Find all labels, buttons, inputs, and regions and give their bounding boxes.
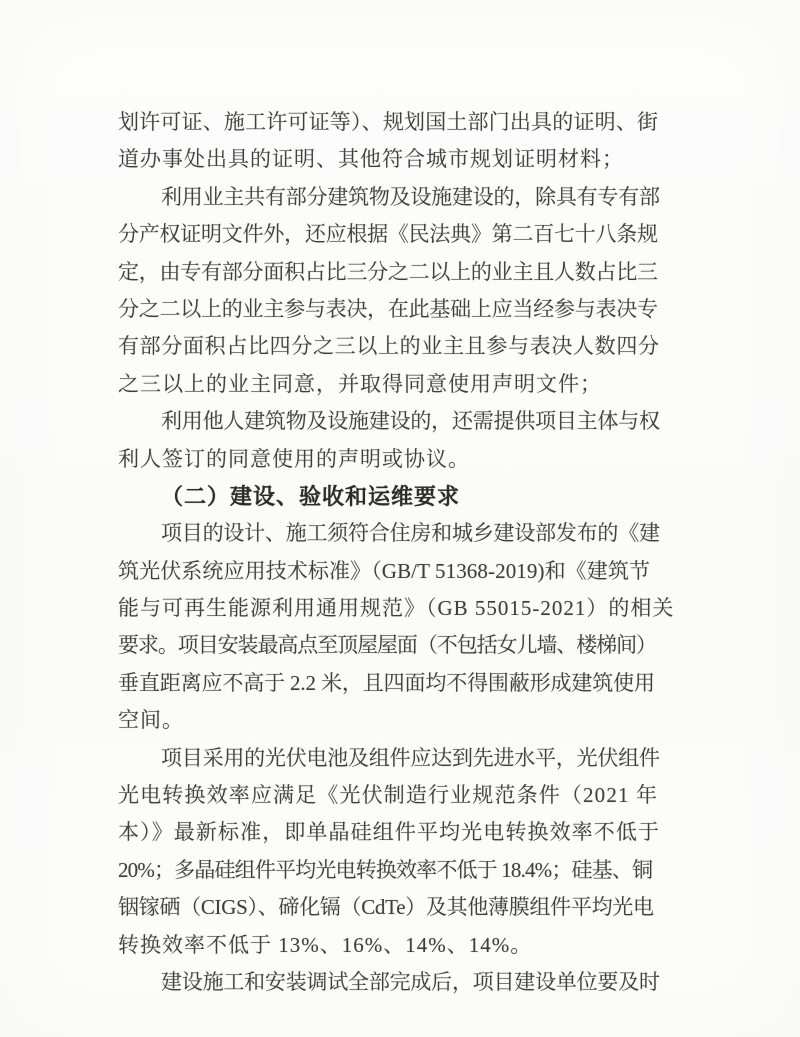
text-line [118,141,684,178]
section-heading [118,478,684,515]
text-line [118,702,684,739]
text-line [118,740,684,777]
text-line-text: 铟镓硒（CIGS）、碲化镉（CdTe）及其他薄膜组件平均光电 [118,895,654,920]
text-line-text: 20%；多晶硅组件平均光电转换效率不低于 18.4%；硅基、铜 [118,857,653,882]
text-line-text: 分之二以上的业主参与表决，在此基础上应当经参与表决专 [118,296,658,321]
text-line [118,515,684,552]
text-line [118,553,684,590]
text-line-text: 项目的设计、施工须符合住房和城乡建设部发布的《建 [161,521,660,546]
text-line-text: 建设施工和安装调试全部完成后，项目建设单位要及时 [161,969,660,994]
text-line [118,104,684,141]
text-line [118,328,684,365]
text-line [118,590,684,627]
text-line [118,814,684,851]
text-line [118,254,684,291]
text-line [118,777,684,814]
text-line-text: 划许可证、施工许可证等）、规划国土部门出具的证明、街 [118,110,659,134]
text-line [118,366,684,403]
document-body [118,104,684,1001]
text-line-text: 空间。 [118,708,184,733]
text-line [118,964,684,1001]
text-line [118,889,684,926]
text-line [118,852,684,889]
text-line-text: 项目采用的光伏电池及组件应达到先进水平，光伏组件 [161,745,660,770]
text-line [118,441,684,478]
text-line-text: 光电转换效率应满足《光伏制造行业规范条件（2021 年 [118,783,659,808]
text-line [118,627,684,664]
text-line-text: 利用业主共有部分建筑物及设施建设的，除具有专有部 [161,184,660,209]
text-line-text: 道办事处出具的证明、其他符合城市规划证明材料； [118,147,624,172]
text-line-text: 转换效率不低于 13%、16%、14%、14%。 [118,932,533,957]
text-line-text: 之三以上的业主同意，并取得同意使用声明文件； [118,371,602,396]
text-line-text: 分产权证明文件外，还应根据《民法典》第二百七十八条规 [118,222,658,247]
text-line-text: 定，由专有部分面积占比三分之二以上的业主且人数占比三 [118,259,658,284]
section-heading-text: （二）建设、验收和运维要求 [161,483,461,509]
text-line [118,291,684,328]
text-line [118,216,684,253]
text-line [118,179,684,216]
text-line-text: 要求。项目安装最高点至顶屋屋面（不包括女儿墙、楼梯间） [118,633,656,658]
text-line-text: 能与可再生能源利用通用规范》（GB 55015-2021）的相关 [118,596,675,621]
text-line-text: 有部分面积占比四分之三以上的业主且参与表决人数四分 [118,334,660,359]
text-line-text: 利用他人建筑物及设施建设的，还需提供项目主体与权 [161,409,660,434]
text-line-text: 本）》最新标准，即单晶硅组件平均光电转换效率不低于 [118,820,661,845]
text-line-text: 垂直距离应不高于 2.2 米，且四面均不得围蔽形成建筑使用 [118,670,655,695]
text-line-text: 利人签订的同意使用的声明或协议。 [118,446,470,471]
text-line [118,403,684,440]
text-line-text: 筑光伏系统应用技术标准》（GB/T 51368-2019)和《建筑节 [118,558,651,583]
text-line [118,665,684,702]
text-line [118,927,684,964]
